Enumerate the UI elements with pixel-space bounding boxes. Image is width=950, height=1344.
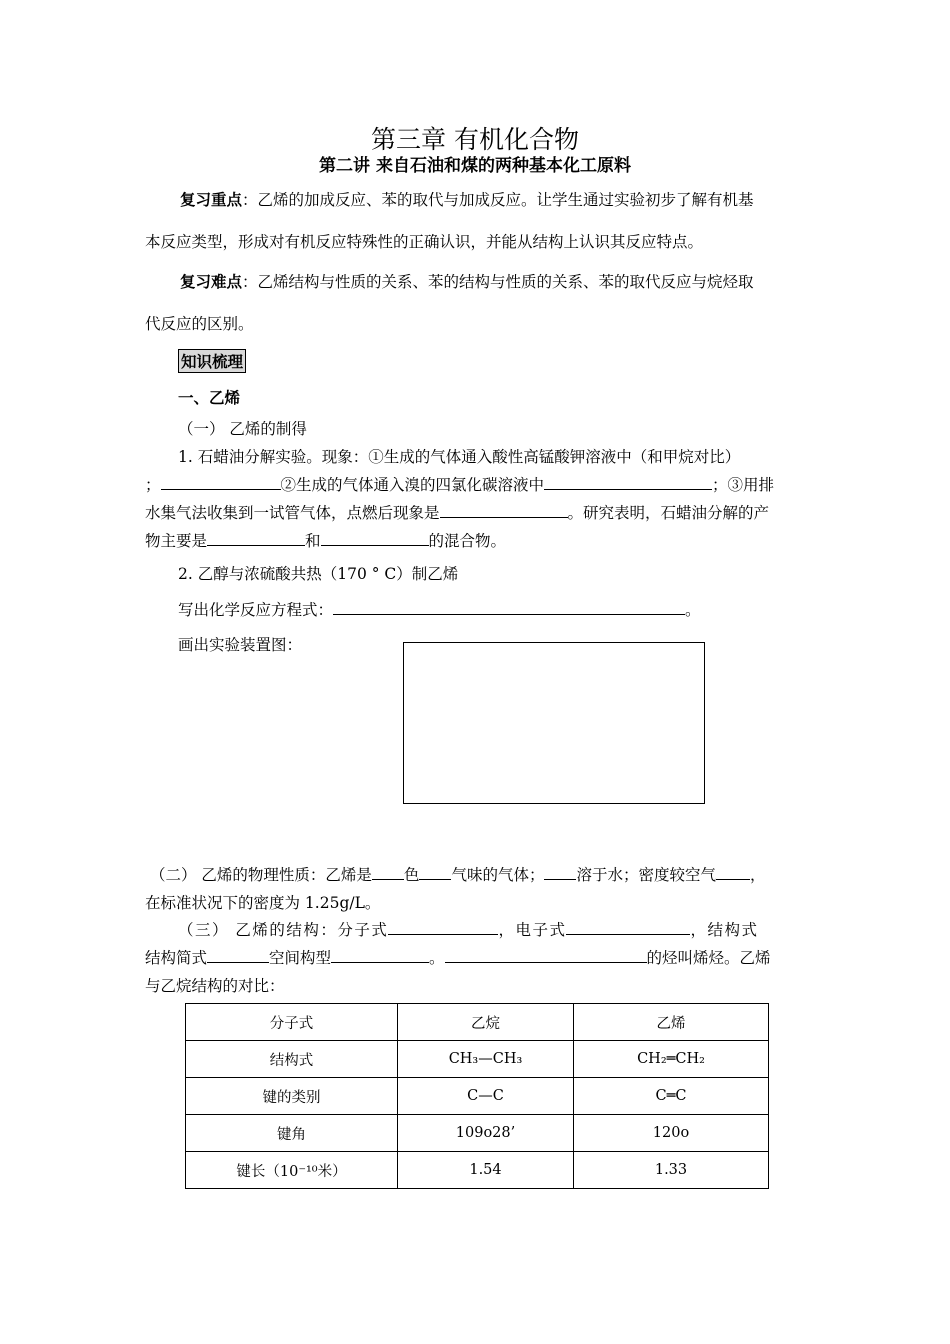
sub2-a5: ， — [749, 866, 766, 884]
blank-condensed-formula[interactable] — [207, 947, 269, 963]
table-row — [186, 1041, 769, 1078]
item1-c-end: 。研究表明，石蜡油分解的产 — [567, 504, 770, 522]
blank-product-1[interactable] — [207, 530, 305, 546]
item1-line-a: 1. 石蜡油分解实验。现象：①生成的气体通入酸性高锰酸钾溶液中（和甲烷对比） — [178, 448, 741, 466]
blank-electron-formula[interactable] — [566, 919, 690, 935]
table-row — [186, 1152, 769, 1189]
sub2-a4: 溶于水；密度较空气 — [576, 866, 716, 884]
comparison-table — [185, 1003, 769, 1189]
table-header-row — [186, 1004, 769, 1041]
sub2-a3: 气味的气体； — [451, 866, 545, 884]
table-cell-ethylene: 1.33 — [574, 1152, 769, 1189]
sub3-b3: 。 — [429, 949, 445, 967]
item1-d-start: 物主要是 — [145, 532, 208, 550]
item1-line-b — [145, 473, 774, 495]
item1-line-d — [145, 529, 506, 551]
review-hard-label: 复习难点 — [180, 273, 243, 291]
blank-alkene-definition[interactable] — [445, 947, 647, 963]
equation-end: 。 — [685, 601, 701, 619]
table-header-cell: 乙烯 — [574, 1004, 769, 1041]
item1-b-end: ；③用排 — [712, 476, 775, 494]
table-cell-ethane: C—C — [398, 1078, 574, 1115]
item1-b-start: ； — [145, 476, 161, 494]
table-row-label: 键的类别 — [186, 1078, 398, 1115]
table-cell-ethylene: CH₂═CH₂ — [574, 1041, 769, 1078]
sub3-a2: ，电子式 — [498, 921, 567, 939]
blank-solubility[interactable] — [544, 864, 576, 880]
sub3-a3: ，结构式 — [690, 921, 759, 939]
sub2-line-b: 在标准状况下的密度为 1.25g/L。 — [145, 894, 381, 912]
blank-equation[interactable] — [333, 599, 685, 615]
table-row — [186, 1078, 769, 1115]
table-row-label: 键长（10⁻¹⁰米） — [186, 1152, 398, 1189]
table-row — [186, 1115, 769, 1152]
item1-c-start: 水集气法收集到一试管气体，点燃后现象是 — [145, 504, 440, 522]
review-key-line2: 本反应类型，形成对有机反应特殊性的正确认识，并能从结构上认识其反应特点。 — [145, 233, 704, 251]
blank-combustion[interactable] — [440, 502, 568, 518]
blank-product-2[interactable] — [321, 530, 429, 546]
table-row-label: 结构式 — [186, 1041, 398, 1078]
item1-d-end: 的混合物。 — [428, 532, 507, 550]
item1-b-mid: ②生成的气体通入溴的四氯化碳溶液中 — [280, 476, 545, 494]
sub3-line-a — [178, 918, 758, 940]
blank-odor[interactable] — [419, 864, 451, 880]
item2-line: 2. 乙醇与浓硫酸共热（170 ° C）制乙烯 — [178, 565, 459, 583]
chapter-title: 第三章 有机化合物 — [371, 125, 579, 154]
blank-kmno4[interactable] — [161, 474, 281, 490]
blank-bromine[interactable] — [544, 474, 712, 490]
review-hard-line1 — [180, 270, 754, 292]
item1-line-c — [145, 501, 769, 523]
table-header-cell: 乙烷 — [398, 1004, 574, 1041]
diagram-label: 画出实验装置图： — [178, 636, 303, 654]
blank-density[interactable] — [716, 864, 750, 880]
knowledge-label — [178, 349, 246, 373]
sub3-a1: （三） 乙烯的结构：分子式 — [178, 921, 389, 939]
review-hard-text: ：乙烯结构与性质的关系、苯的结构与性质的关系、苯的取代反应与烷烃取 — [242, 273, 754, 291]
review-key-text: ：乙烯的加成反应、苯的取代与加成反应。让学生通过实验初步了解有机基 — [242, 191, 754, 209]
knowledge-box: 知识梳理 — [178, 349, 246, 373]
part1-title: 一、乙烯 — [178, 389, 241, 407]
table-header-cell: 分子式 — [186, 1004, 398, 1041]
table-cell-ethylene: C═C — [574, 1078, 769, 1115]
sub3-b4: 的烃叫烯烃。乙烯 — [646, 949, 771, 967]
sub3-line-c: 与乙烷结构的对比： — [145, 977, 285, 995]
blank-molecular-formula[interactable] — [388, 919, 498, 935]
sub2-line-a — [150, 863, 766, 885]
sub2-a2: 色 — [403, 866, 420, 884]
table-cell-ethane: 1.54 — [398, 1152, 574, 1189]
sub3-line-b — [145, 946, 771, 968]
equation-label: 写出化学反应方程式： — [178, 601, 334, 619]
table-cell-ethane: 109o28’ — [398, 1115, 574, 1152]
review-hard-line2: 代反应的区别。 — [145, 315, 254, 333]
table-cell-ethane: CH₃—CH₃ — [398, 1041, 574, 1078]
table-cell-ethylene: 120o — [574, 1115, 769, 1152]
sub2-a1: （二） 乙烯的物理性质：乙烯是 — [150, 866, 372, 884]
sub1-title: （一） 乙烯的制得 — [178, 420, 307, 438]
review-key-label: 复习重点 — [180, 191, 243, 209]
sub3-b1: 结构简式 — [145, 949, 208, 967]
item1-d-mid: 和 — [305, 532, 321, 550]
blank-geometry[interactable] — [331, 947, 429, 963]
apparatus-drawing-box[interactable] — [403, 642, 705, 804]
equation-line — [178, 598, 701, 620]
sub3-b2: 空间构型 — [269, 949, 332, 967]
table-row-label: 键角 — [186, 1115, 398, 1152]
review-key-line1 — [180, 188, 754, 210]
blank-color[interactable] — [372, 864, 404, 880]
lecture-title: 第二讲 来自石油和煤的两种基本化工原料 — [319, 156, 631, 176]
